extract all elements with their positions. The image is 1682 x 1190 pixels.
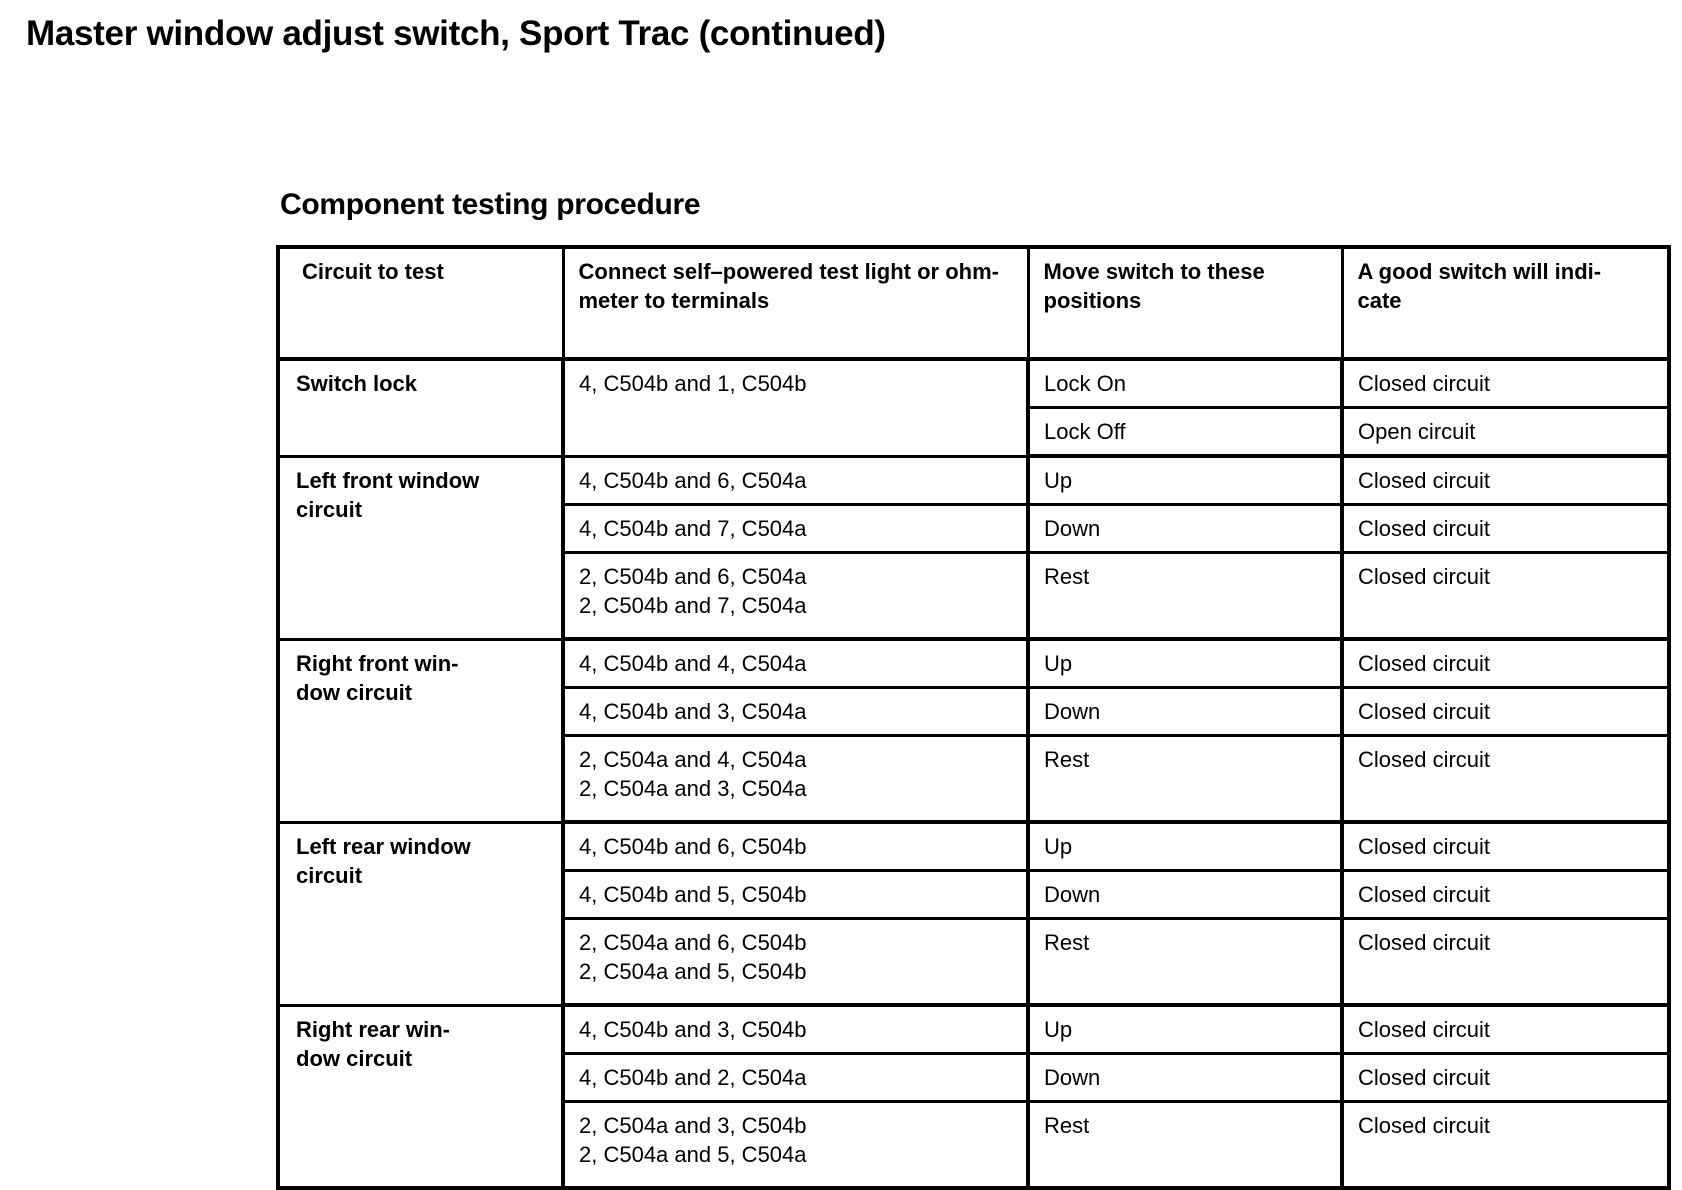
circuit-line: Left rear window — [296, 833, 471, 859]
indication-cell: Closed circuit — [1342, 456, 1669, 505]
circuit-line: dow circuit — [296, 679, 413, 705]
terminals-cell — [563, 639, 1028, 688]
text-line: 2, C504a and 3, C504a — [579, 776, 807, 801]
terminals-cell — [563, 822, 1028, 871]
text-line: 4, C504b and 6, C504b — [579, 834, 807, 859]
terminals-cell — [563, 1054, 1028, 1102]
circuit-line: circuit — [296, 862, 363, 888]
position-cell: Down — [1028, 1054, 1342, 1102]
terminals-cell — [563, 736, 1028, 823]
text-line: 4, C504b and 4, C504a — [579, 651, 807, 676]
text-line: 4, C504b and 6, C504a — [579, 467, 807, 493]
terminals-cell — [563, 505, 1028, 553]
header-line: Circuit to test — [302, 259, 444, 284]
terminals-cell — [563, 1102, 1028, 1189]
position-cell: Up — [1028, 822, 1342, 871]
indication-cell: Closed circuit — [1342, 871, 1669, 919]
header-line: positions — [1043, 288, 1142, 313]
indication-cell: Closed circuit — [1342, 736, 1669, 823]
position-cell: Up — [1028, 1005, 1342, 1054]
circuit-line: dow circuit — [296, 1045, 413, 1071]
table-row — [278, 359, 1669, 408]
table-header-row — [278, 247, 1669, 359]
circuit-cell — [278, 359, 563, 456]
terminals-cell — [563, 359, 1028, 456]
header-line: A good switch will indi- — [1357, 259, 1602, 284]
indication-cell: Closed circuit — [1342, 688, 1669, 736]
circuit-cell — [278, 1005, 563, 1188]
terminals-cell — [563, 1005, 1028, 1054]
header-terminals — [563, 247, 1028, 359]
position-cell: Rest — [1028, 553, 1342, 640]
position-cell: Down — [1028, 688, 1342, 736]
text-line: 2, C504a and 6, C504b — [579, 930, 807, 955]
circuit-cell — [278, 456, 563, 639]
table-row — [278, 456, 1669, 505]
text-line: 2, C504b and 7, C504a — [579, 593, 807, 618]
text-line: 2, C504a and 3, C504b — [579, 1113, 807, 1138]
text-line: 4, C504b and 5, C504b — [579, 882, 807, 907]
circuit-cell — [278, 639, 563, 822]
header-line: cate — [1357, 288, 1402, 313]
position-cell: Down — [1028, 505, 1342, 553]
text-line: 2, C504a and 5, C504a — [579, 1142, 807, 1167]
indication-cell: Closed circuit — [1342, 359, 1669, 408]
component-testing-table — [276, 245, 1671, 1190]
position-cell: Down — [1028, 871, 1342, 919]
text-line: 4, C504b and 7, C504a — [579, 516, 807, 541]
text-line: 2, C504a and 5, C504b — [579, 959, 807, 984]
terminals-cell — [563, 688, 1028, 736]
circuit-cell — [278, 822, 563, 1005]
terminals-cell — [563, 871, 1028, 919]
text-line: 4, C504b and 2, C504a — [579, 1065, 807, 1090]
indication-cell: Closed circuit — [1342, 1102, 1669, 1189]
table-row — [278, 639, 1669, 688]
header-line: meter to terminals — [578, 288, 770, 313]
circuit-line: Switch lock — [296, 371, 418, 396]
header-positions — [1028, 247, 1342, 359]
position-cell: Rest — [1028, 919, 1342, 1006]
header-line: Move switch to these — [1043, 259, 1265, 284]
page-title: Master window adjust switch, Sport Trac (continued) — [26, 14, 886, 53]
text-line: 2, C504a and 4, C504a — [579, 747, 807, 772]
table-row — [278, 822, 1669, 871]
indication-cell: Closed circuit — [1342, 505, 1669, 553]
position-cell: Lock Off — [1028, 408, 1342, 457]
circuit-line: Left front window — [296, 467, 480, 493]
terminals-cell — [563, 456, 1028, 505]
table-row — [278, 1005, 1669, 1054]
section-title: Component testing procedure — [280, 188, 701, 221]
text-line: 2, C504b and 6, C504a — [579, 564, 807, 589]
indication-cell: Closed circuit — [1342, 822, 1669, 871]
indication-cell: Closed circuit — [1342, 919, 1669, 1006]
position-cell: Up — [1028, 456, 1342, 505]
terminals-cell — [563, 553, 1028, 640]
indication-cell: Closed circuit — [1342, 639, 1669, 688]
header-circuit — [278, 247, 563, 359]
position-cell: Rest — [1028, 736, 1342, 823]
indication-cell: Closed circuit — [1342, 553, 1669, 640]
header-indication — [1342, 247, 1669, 359]
position-cell: Lock On — [1028, 359, 1342, 408]
circuit-line: Right front win- — [296, 650, 459, 676]
position-cell: Up — [1028, 639, 1342, 688]
table-body — [278, 359, 1669, 1188]
indication-cell: Closed circuit — [1342, 1005, 1669, 1054]
indication-cell: Closed circuit — [1342, 1054, 1669, 1102]
indication-cell: Open circuit — [1342, 408, 1669, 457]
header-line: Connect self–powered test light or ohm- — [578, 259, 999, 284]
text-line: 4, C504b and 3, C504a — [579, 699, 807, 724]
position-cell: Rest — [1028, 1102, 1342, 1189]
terminals-cell — [563, 919, 1028, 1006]
circuit-line: circuit — [296, 496, 363, 522]
text-line: 4, C504b and 3, C504b — [579, 1017, 807, 1042]
circuit-line: Right rear win- — [296, 1016, 451, 1042]
text-line: 4, C504b and 1, C504b — [579, 371, 807, 396]
